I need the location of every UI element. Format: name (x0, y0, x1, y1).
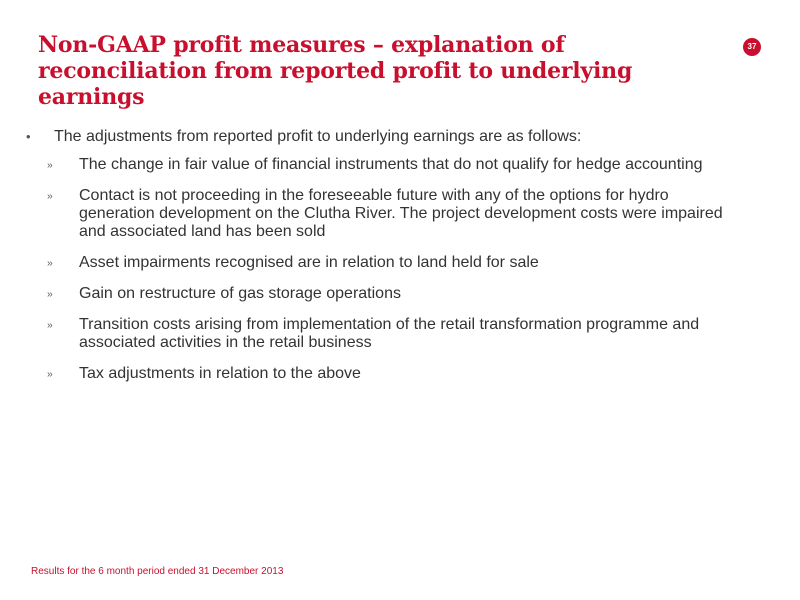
chevron-right-icon: ›› (47, 369, 52, 380)
list-item-text: Tax adjustments in relation to the above (79, 365, 361, 382)
footer-note: Results for the 6 month period ended 31 December 2013 (31, 566, 284, 577)
chevron-right-icon: ›› (47, 258, 52, 269)
intro-text: The adjustments from reported profit to underlying earnings are as follows: (54, 128, 582, 145)
list-item-text: Contact is not proceeding in the foreseeable future with any of the options for hydro generation development on the Clutha River. The project development costs were impaired and associated land has been sold (79, 187, 723, 240)
page-number-badge: 37 (743, 38, 761, 56)
chevron-right-icon: ›› (47, 191, 52, 202)
list-item-text: Transition costs arising from implementation of the retail transformation programme and associated activities in the retail business (79, 316, 700, 351)
bullet-dot-icon: • (26, 129, 31, 144)
chevron-right-icon: ›› (47, 289, 52, 300)
list-item-text: Gain on restructure of gas storage operations (79, 285, 401, 302)
chevron-right-icon: ›› (47, 160, 52, 171)
list-item-text: Asset impairments recognised are in relation to land held for sale (79, 254, 539, 271)
list-item-text: The change in fair value of financial instruments that do not qualify for hedge accounting (79, 156, 703, 173)
list-item (24, 285, 739, 303)
list-item (24, 254, 739, 272)
list-item (24, 156, 739, 174)
slide-content (24, 127, 764, 396)
intro-bullet (24, 127, 764, 146)
adjustments-list (24, 156, 764, 383)
slide-title: Non-GAAP profit measures – explanation of reconciliation from reported profit to underlying earnings (38, 32, 633, 110)
list-item (24, 365, 739, 383)
chevron-right-icon: ›› (47, 320, 52, 331)
list-item (24, 187, 739, 241)
list-item (24, 316, 739, 352)
